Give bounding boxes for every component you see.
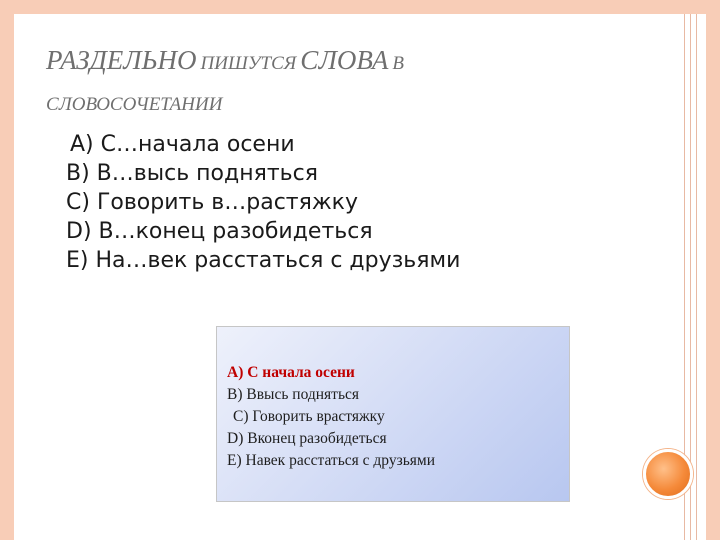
options-list: [66, 130, 460, 275]
decorative-orb-icon: [643, 449, 693, 499]
title-word: СЛОВОСОЧЕТАНИИ: [46, 94, 223, 115]
list-item: D) В…конец разобидеться: [66, 219, 373, 244]
answer-line: D) Вконец разобидеться: [227, 430, 387, 447]
decorative-rule: [690, 14, 691, 540]
answer-box: [216, 326, 570, 502]
list-item: С) Говорить в…растяжку: [66, 190, 358, 215]
decorative-rule: [696, 14, 697, 540]
answer-line: В) Ввысь подняться: [227, 386, 360, 403]
title-word: СЛОВА: [300, 45, 389, 75]
list-item: В) В…высь подняться: [66, 161, 318, 186]
title-word: РАЗДЕЛЬНО: [46, 45, 197, 75]
title-word: В: [392, 53, 404, 74]
answer-list: [227, 362, 435, 472]
answer-line: Е) Навек расстаться с друзьями: [227, 452, 436, 469]
slide-title: [46, 40, 646, 126]
title-word: ПИШУТСЯ: [200, 53, 297, 74]
answer-line: С) Говорить врастяжку: [233, 408, 385, 425]
list-item: Е) На…век расстаться с друзьями: [66, 248, 461, 273]
answer-highlight: А) С начала осени: [227, 364, 355, 381]
list-item: А) С…начала осени: [70, 132, 295, 157]
